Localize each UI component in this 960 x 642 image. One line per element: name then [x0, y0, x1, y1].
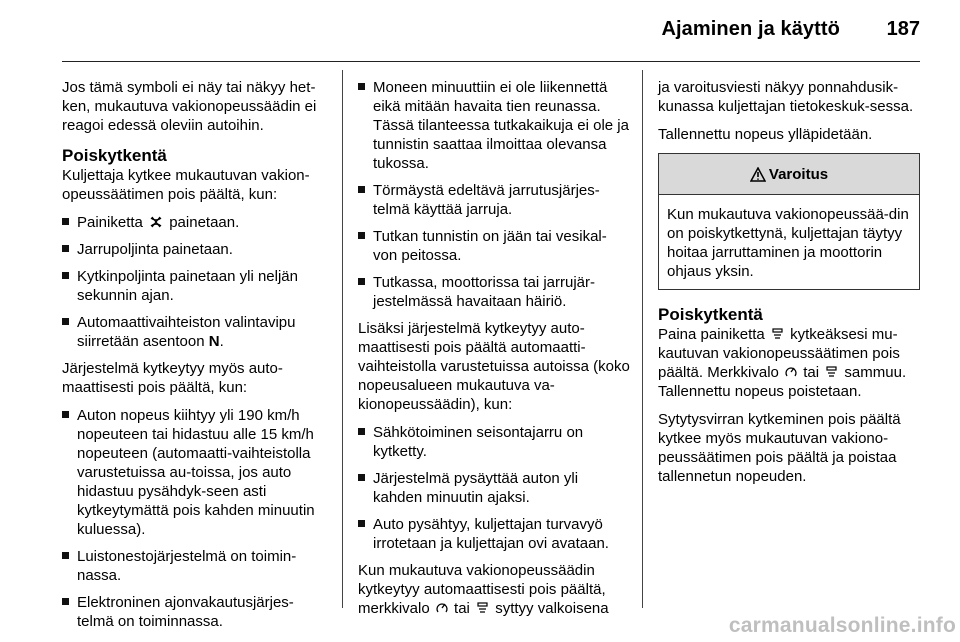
list-item: Sähkötoiminen seisontajarru on kytketty. [358, 423, 630, 461]
bullet-icon [358, 83, 365, 90]
auto-off-list [62, 406, 330, 631]
bullet-icon [358, 278, 365, 285]
list-item: Tutkan tunnistin on jään tai vesikal-von peitossa. [358, 227, 630, 265]
indicator-paragraph: Kun mukautuva vakionopeussäädin kytkeytyy automaattisesti pois päältä, merkkivalo tai syttyy valkoisena [358, 562, 609, 617]
list-item: Elektroninen ajonvakautusjärjes-telmä on toiminnassa. [62, 593, 330, 631]
popup-paragraph: ja varoitusviesti näkyy ponnahdusik-kunassa kuljettajan tietokeskuk-sessa. [658, 79, 914, 115]
column-divider [642, 70, 643, 608]
bullet-icon [62, 218, 69, 225]
auto-off-paragraph: Järjestelmä kytkeytyy myös auto-maattisesti pois päältä, kun: [62, 360, 283, 396]
list-item: Jarrupoljinta painetaan. [62, 240, 330, 259]
list-item: Järjestelmä pysäyttää auton yli kahden minuutin ajaksi. [358, 469, 630, 507]
bullet-icon [358, 232, 365, 239]
warning-box [658, 153, 920, 290]
bullet-icon [62, 245, 69, 252]
list-item: Auton nopeus kiihtyy yli 190 km/h nopeuteen tai hidastuu alle 15 km/h nopeuteen (automaatti-vaihteistolla varustetuissa au-toissa, jos auto hidastuu pysähdyk-seen asti kytkeytymättä pois kahden minuutin kuluessa). [62, 406, 330, 539]
bullet-icon [62, 411, 69, 418]
list-item: Tutkassa, moottorissa tai jarrujär-jestelmässä havaitaan häiriö. [358, 273, 630, 311]
bullet-icon [62, 598, 69, 605]
automatic-transmission-list [358, 423, 630, 553]
bullet-icon [62, 272, 69, 279]
list-item: Törmäystä edeltävä jarrutusjärjes-telmä käyttää jarruja. [358, 181, 630, 219]
list-item: Luistonestojärjestelmä on toimin-nassa. [62, 547, 330, 585]
cruise-cancel-icon [149, 216, 163, 228]
column-3 [658, 78, 920, 495]
list-item: Moneen minuuttiin ei ole liikennettä eikä mitään havaita tien reunassa. Tässä tilanteessa tutkakaikuja ei ole ja tunnistin saattaa ilmoittaa olevansa tukossa. [358, 78, 630, 173]
stored-speed-paragraph: Tallennettu nopeus ylläpidetään. [658, 126, 873, 143]
header-rule [62, 61, 920, 62]
intro-paragraph: Jos tämä symboli ei näy tai näkyy het-ken, mukautuva vakionopeussäädin ei reagoi edessä oleviin autoihin. [62, 79, 317, 134]
adaptive-cruise-indicator-icon [825, 365, 838, 378]
page-header [0, 0, 960, 62]
adaptive-cruise-button-icon [771, 327, 784, 340]
auto-off-list-continued [358, 78, 630, 311]
button-off-paragraph: Paina painiketta kytkeäksesi mu-kautuvan vakionopeussäätimen pois päältä. Merkkivalo tai sammuu. Tallennettu nopeus poistetaan. [658, 326, 907, 400]
page-number: 187 [886, 18, 920, 40]
bullet-icon [62, 552, 69, 559]
list-item: Automaattivaihteiston valintavipu siirretään asentoon N. [62, 313, 330, 351]
column-1 [62, 78, 330, 639]
driver-off-list [62, 213, 330, 351]
section-heading: Poiskytkentä [62, 146, 167, 165]
list-item: Auto pysähtyy, kuljettajan turvavyö irrotetaan ja kuljettajan ovi avataan. [358, 515, 630, 553]
cruise-indicator-icon [785, 365, 797, 378]
column-divider [342, 70, 343, 608]
warning-header [659, 154, 919, 195]
subheading-paragraph: Kuljettaja kytkee mukautuvan vakion-opeussäätimen pois päältä, kun: [62, 167, 310, 203]
warning-title: Varoitus [768, 165, 829, 183]
ignition-paragraph: Sytytysvirran kytkeminen pois päältä kytkee myös mukautuvan vakiono-peussäätimen pois päältä ja poistaa tallennetun nopeuden. [658, 411, 901, 485]
cruise-indicator-icon [436, 601, 448, 614]
bullet-icon [358, 474, 365, 481]
page-title: Ajaminen ja käyttö [661, 18, 840, 40]
column-2 [358, 78, 630, 627]
automatic-transmission-paragraph: Lisäksi järjestelmä kytkeytyy auto-maattisesti pois päältä automaatti-vaihteistolla varustetuissa autoissa (koko nopeusalueen mukautuva va-kionopeussäädin), kun: [358, 320, 630, 413]
watermark: carmanualsonline.info [728, 614, 956, 637]
list-item: Painiketta painetaan. [62, 213, 330, 232]
bullet-icon [62, 318, 69, 325]
adaptive-cruise-indicator-icon [476, 601, 489, 614]
list-item: Kytkinpoljinta painetaan yli neljän sekunnin ajan. [62, 267, 330, 305]
bullet-icon [358, 186, 365, 193]
bullet-icon [358, 428, 365, 435]
section-heading: Poiskytkentä [658, 305, 763, 324]
bullet-icon [358, 520, 365, 527]
warning-body: Kun mukautuva vakionopeussää-din on poiskytkettynä, kuljettajan täytyy hoitaa jarruttaminen ja moottorin ohjaus yksin. [667, 206, 909, 280]
warning-triangle-icon [750, 167, 766, 182]
